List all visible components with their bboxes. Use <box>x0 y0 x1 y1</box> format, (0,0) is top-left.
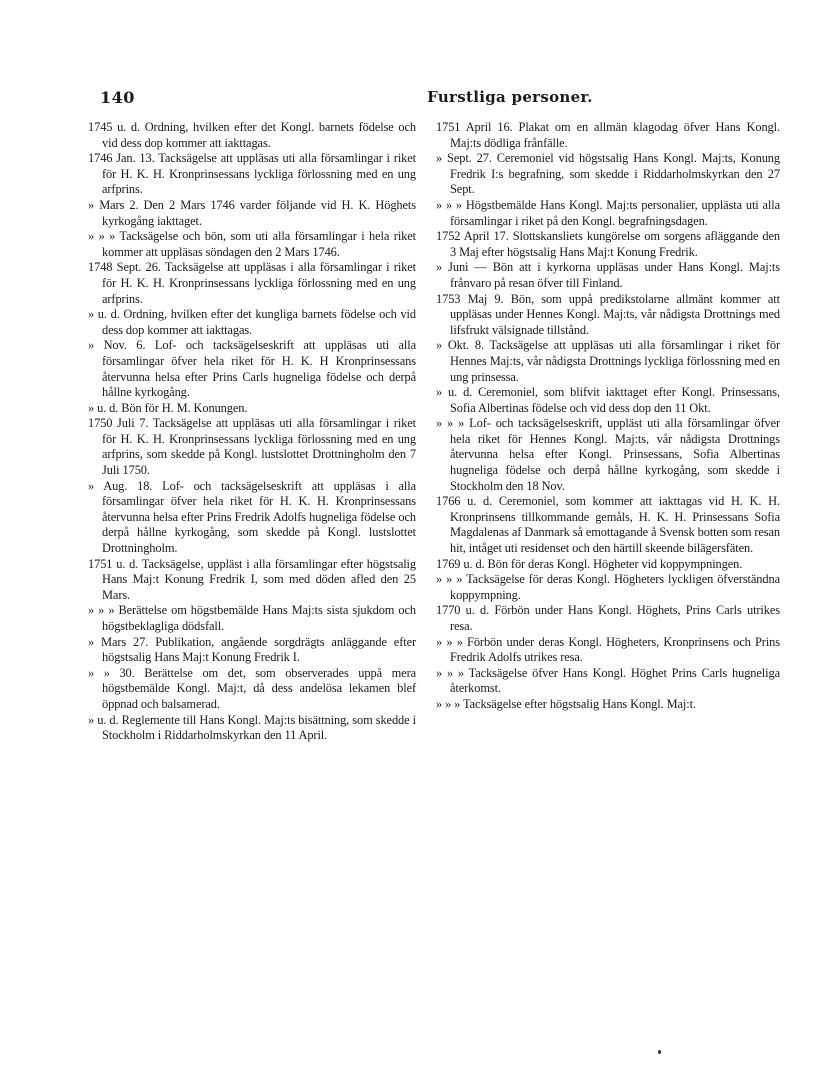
list-item: 1751 u. d. Tacksägelse, uppläst i alla församlingar efter högstsalig Hans Maj:t Konung Fredrik I, som med döden afled den 25 Mars. <box>88 556 416 602</box>
page-header <box>100 88 780 112</box>
list-item: » Nov. 6. Lof- och tacksägelseskrift att uppläsas uti alla församlingar öfver hela riket för H. K. H Kronprinsessans återvunna helsa efter Prins Carls hugneliga födelse och derpå hållne kyrkogång. <box>88 338 416 400</box>
list-item: 1769 u. d. Bön för deras Kongl. Högheter vid koppympningen. <box>436 556 743 571</box>
list-item: » u. d. Reglemente till Hans Kongl. Maj:ts bisättning, som skedde i Stockholm i Riddarholmskyrkan den 11 April. <box>88 712 416 743</box>
list-item: » Mars 2. Den 2 Mars 1746 varder följande vid H. K. Höghets kyrkogång iakttaget. <box>88 197 416 228</box>
list-item: » u. d. Ordning, hvilken efter det kungliga barnets födelse och vid dess dop kommer att iakttagas. <box>88 307 416 337</box>
list-item: 1752 April 17. Slottskansliets kungörelse om sorgens afläggande den 3 Maj efter högstsalig Hans Maj:t Konung Fredrik. <box>436 229 780 259</box>
list-item: » Sept. 27. Ceremoniel vid högstsalig Hans Kongl. Maj:ts, Konung Fredrik I:s begrafning, som skedde i Riddarholmskyrkan den 27 Sept. <box>436 151 780 197</box>
list-item: 1770 u. d. Förbön under Hans Kongl. Höghets, Prins Carls utrikes resa. <box>436 603 780 633</box>
list-item: » » 30. Berättelse om det, som observerades uppå mera högstbemälde Kongl. Maj:t, då dess andelösa lekamen blef öppnad och balsamerad. <box>88 665 416 711</box>
list-item: » u. d. Ceremoniel, som blifvit iakttaget efter Kongl. Prinsessans, Sofia Albertinas födelse och vid dess dop den 11 Okt. <box>436 385 780 415</box>
list-item: » » » Lof- och tacksägelseskrift, uppläst uti alla församlingar öfver hela riket för Hennes Kongl. Maj:ts, vår nådigsta Drottnings återvunna helsa efter Kongl. Prinsessans, Sofia Albertinas hugneliga födelse och derpå hållne kyrkogång, som skedde i Stockholm den 18 Nov. <box>436 416 780 493</box>
left-column <box>88 120 416 744</box>
list-item: 1748 Sept. 26. Tacksägelse att uppläsas i alla församlingar i riket för H. K. H. Kronprinsessans lyckliga förlossning med en ung arfprins. <box>88 260 416 306</box>
list-item: » u. d. Bön för H. M. Konungen. <box>88 400 248 415</box>
list-item: » Mars 27. Publikation, angående sorgdrägts anläggande efter högstsalig Hans Maj:t Konung Fredrik I. <box>88 634 416 665</box>
list-item: » » » Tacksägelse och bön, som uti alla församlingar i hela riket kommer att uppläsas söndagen den 2 Mars 1746. <box>88 229 416 259</box>
list-item: 1745 u. d. Ordning, hvilken efter det Kongl. barnets födelse och vid dess dop kommer att iakttagas. <box>88 120 416 150</box>
list-item: 1750 Juli 7. Tacksägelse att uppläsas uti alla församlingar i riket för H. K. H. Kronprinsessans lyckliga förlossning med en ung arfprins, som skedde på Kongl. lustslottet Drottningholm den 7 Juli 1750. <box>88 416 416 478</box>
right-column <box>436 120 780 713</box>
list-item: » Okt. 8. Tacksägelse att uppläsas uti alla församlingar i riket för Hennes Maj:ts, vår nådigsta Drottnings lyckliga förlossning med en ung prinsessa. <box>436 338 780 384</box>
list-item: » » » Tacksägelse öfver Hans Kongl. Höghet Prins Carls hugneliga återkomst. <box>436 665 780 696</box>
list-item: » » » Högstbemälde Hans Kongl. Maj:ts personalier, upplästa uti alla församlingar i riket på den Kongl. begrafningsdagen. <box>436 197 780 228</box>
ink-speck <box>658 1050 661 1054</box>
list-item: 1766 u. d. Ceremoniel, som kommer att iakttagas vid H. K. H. Kronprinsens tillkommande gemåls, H. K. H. Prinsessans Sofia Magdalenas af Danmark så emottagande å Svensk botten som resan hit, intåget uti residenset och den härtill skeende bilägersfäten. <box>436 494 780 556</box>
list-item: » » » Berättelse om högstbemälde Hans Maj:ts sista sjukdom och högstbeklagliga dödsfall. <box>88 603 416 633</box>
list-item: » » » Tacksägelse för deras Kongl. Högheters lyckligen öfverständna koppympning. <box>436 572 780 602</box>
running-title: Furstliga personer. <box>427 88 593 106</box>
list-item: 1751 April 16. Plakat om en allmän klagodag öfver Hans Kongl. Maj:ts dödliga frånfälle. <box>436 120 780 150</box>
list-item: » » » Förbön under deras Kongl. Högheters, Kronprinsens och Prins Fredrik Adolfs utrikes resa. <box>436 634 780 665</box>
list-item: 1746 Jan. 13. Tacksägelse att uppläsas uti alla församlingar i riket för H. K. H. Kronprinsessans lyckliga förlossning med en ung arfprins. <box>88 151 416 197</box>
list-item: » Aug. 18. Lof- och tacksägelseskrift att uppläsas i alla församlingar öfver hela riket för H. K. H. Kronprinsessans återvunna helsa efter Prins Fredrik Adolfs hugneliga födelse och derpå hållne kyrkogång, som skedde på Kongl. lustslottet Drottningholm. <box>88 478 416 556</box>
list-item: » Juni — Bön att i kyrkorna uppläsas under Hans Kongl. Maj:ts frånvaro på resan öfver till Finland. <box>436 260 780 290</box>
list-item: » » » Tacksägelse efter högstsalig Hans Kongl. Maj:t. <box>436 696 696 711</box>
list-item: 1753 Maj 9. Bön, som uppå predikstolarne allmänt kommer att uppläsas under Hennes Kongl. Maj:ts, vår nådigsta Drottnings med lifsfrukt välsignade tillstånd. <box>436 291 780 337</box>
page-number: 140 <box>100 88 135 107</box>
